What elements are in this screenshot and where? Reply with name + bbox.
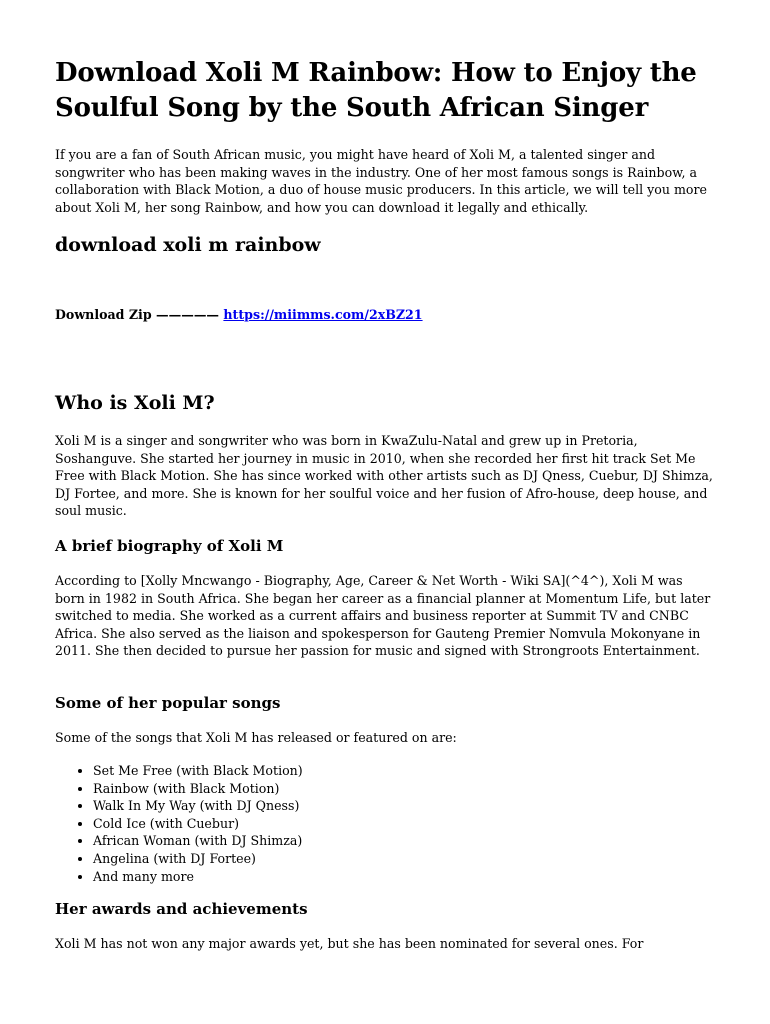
bio-heading: A brief biography of Xoli M (55, 537, 284, 555)
who-heading: Who is Xoli M? (55, 392, 215, 414)
awards-heading: Her awards and achievements (55, 900, 308, 918)
download-line (55, 306, 715, 323)
list-item: • And many more (93, 868, 753, 886)
songs-list (55, 762, 753, 885)
keyword-heading: download xoli m rainbow (55, 234, 321, 256)
list-item: • African Woman (with DJ Shimza) (93, 832, 753, 850)
songs-heading: Some of her popular songs (55, 694, 281, 712)
who-paragraph: Xoli M is a singer and songwriter who was born in KwaZulu-Natal and grew up in Pretoria, Soshanguve. She started her journey in music in 2010, when she recorded her first hit track Set Me Free with Black Motion. She has since worked with other artists such as DJ Qness, Cuebur, DJ Shimza, DJ Fortee, and more. She is known for her soulful voice and her fusion of Afro-house, deep house, and soul music. (55, 433, 713, 519)
download-dashes: ————— (156, 307, 219, 322)
download-label: Download Zip (55, 307, 152, 322)
intro-paragraph: If you are a fan of South African music, you might have heard of Xoli M, a talented singer and songwriter who has been making waves in the industry. One of her most famous songs is Rainbow, a collaboration with Black Motion, a duo of house music producers. In this article, we will tell you more about Xoli M, her song Rainbow, and how you can download it legally and ethically. (55, 147, 707, 215)
bio-paragraph: According to [Xolly Mncwango - Biography, Age, Career & Net Worth - Wiki SA](^4^), Xoli M was born in 1982 in South Africa. She began her career as a financial planner at Momentum Life, but later switched to media. She worked as a current affairs and business reporter at Summit TV and CNBC Africa. She also served as the liaison and spokesperson for Gauteng Premier Nomvula Mokonyane in 2011. She then decided to pursue her passion for music and signed with Strongroots Entertainment. (55, 573, 711, 659)
list-item: • Set Me Free (with Black Motion) (93, 762, 753, 780)
list-item: • Rainbow (with Black Motion) (93, 780, 753, 798)
page-title: Download Xoli M Rainbow: How to Enjoy the Soulful Song by the South African Singer (55, 58, 697, 123)
list-item: • Walk In My Way (with DJ Qness) (93, 797, 753, 815)
list-item: • Cold Ice (with Cuebur) (93, 815, 753, 833)
list-item: • Angelina (with DJ Fortee) (93, 850, 753, 868)
awards-paragraph: Xoli M has not won any major awards yet, but she has been nominated for several ones. For (55, 936, 644, 951)
download-link[interactable]: https://miimms.com/2xBZ21 (223, 307, 423, 322)
songs-intro: Some of the songs that Xoli M has released or featured on are: (55, 730, 457, 745)
